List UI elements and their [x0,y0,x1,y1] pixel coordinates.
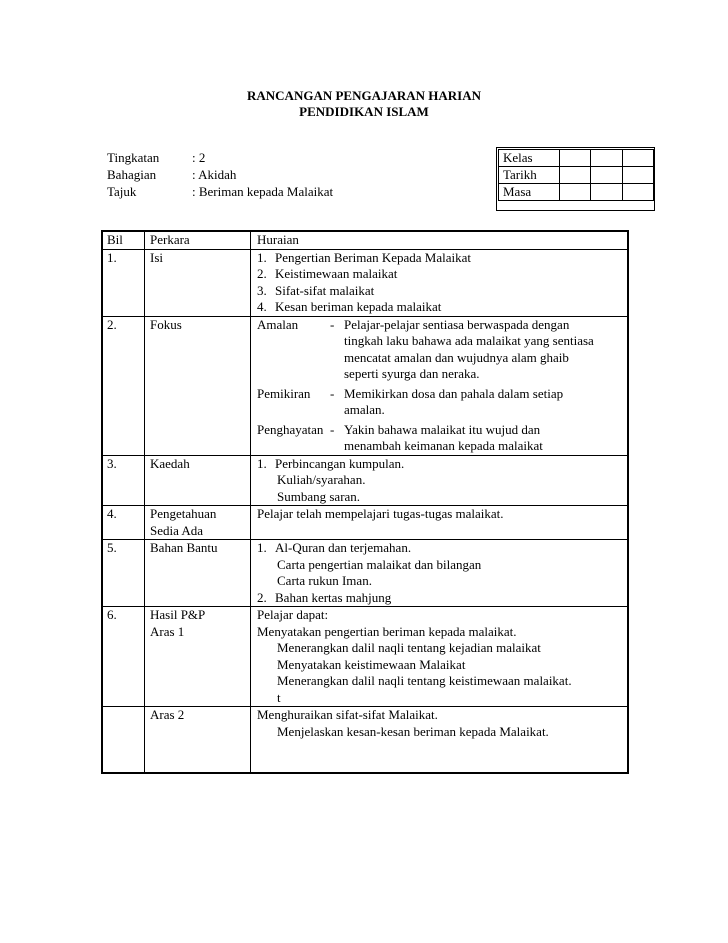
table-row [102,540,628,607]
meta-tingkatan [107,150,205,166]
info-tarikh: Tarikh [499,167,560,184]
row-bil: 5. [102,540,145,607]
row-huraian: Pelajar telah mempelajari tugas-tugas malaikat. [251,506,629,540]
meta-key: Tajuk [107,184,137,199]
meta-key: Bahagian [107,167,157,182]
title-line-2: PENDIDIKAN ISLAM [299,104,429,119]
meta-value: : Akidah [192,167,237,182]
table-row [102,455,628,506]
row-bil: 3. [102,455,145,506]
row-perkara: Kaedah [145,455,251,506]
row-perkara: Aras 2 [145,707,251,773]
row-perkara: Fokus [145,316,251,455]
header-huraian: Huraian [251,231,629,249]
meta-value: : 2 [192,150,206,165]
row-huraian: Pelajar dapat: Menyatakan pengertian beriman kepada malaikat. Menerangkan dalil naqli tentang kejadian malaikat Menyatakan keistimewaan Malaikat Menerangkan dalil naqli tentang keistimewaan malaikat. t [251,607,629,707]
meta-bahagian [107,167,236,183]
title-line-1: RANCANGAN PENGAJARAN HARIAN [247,88,481,103]
meta-tajuk [107,184,333,200]
row-huraian: Menghuraikan sifat-sifat Malaikat. Menjelaskan kesan-kesan beriman kepada Malaikat. [251,707,629,773]
row-bil: 4. [102,506,145,540]
meta-key: Tingkatan [107,150,160,165]
row-bil [102,707,145,773]
row-huraian: 1. Pengertian Beriman Kepada Malaikat 2. Keistimewaan malaikat 3. Sifat-sifat malaikat 4. Kesan beriman kepada malaikat [251,249,629,316]
info-kelas: Kelas [499,150,560,167]
table-row [102,316,628,455]
header-bil: Bil [102,231,145,249]
row-bil: 6. [102,607,145,707]
lesson-table [101,230,629,774]
row-perkara: Bahan Bantu [145,540,251,607]
row-bil: 2. [102,316,145,455]
header-perkara: Perkara [145,231,251,249]
table-header-row [102,231,628,249]
row-bil: 1. [102,249,145,316]
table-row [102,249,628,316]
row-perkara: Isi [145,249,251,316]
row-huraian: 1. Al-Quran dan terjemahan. Carta pengertian malaikat dan bilangan Carta rukun Iman. 2. Bahan kertas mahjung [251,540,629,607]
row-huraian: 1. Perbincangan kumpulan. Kuliah/syarahan. Sumbang saran. [251,455,629,506]
row-perkara: Hasil P&P Aras 1 [145,607,251,707]
table-row [102,607,628,707]
info-masa: Masa [499,184,560,201]
row-huraian: Amalan - Pelajar-pelajar sentiasa berwaspada dengan tingkah laku bahawa ada malaikat yang sentiasa mencatat amalan dan wujudnya alam ghaib seperti syurga dan neraka. Pemikiran - Memikirkan dosa dan pahala dalam setiap amalan. Penghayatan - Yakin bahawa malaikat itu wujud dan menambah keimanan kepada malaikat [251,316,629,455]
table-row [102,506,628,540]
info-box [496,147,655,211]
table-row [102,707,628,773]
meta-value: : Beriman kepada Malaikat [192,184,334,199]
row-perkara: Pengetahuan Sedia Ada [145,506,251,540]
